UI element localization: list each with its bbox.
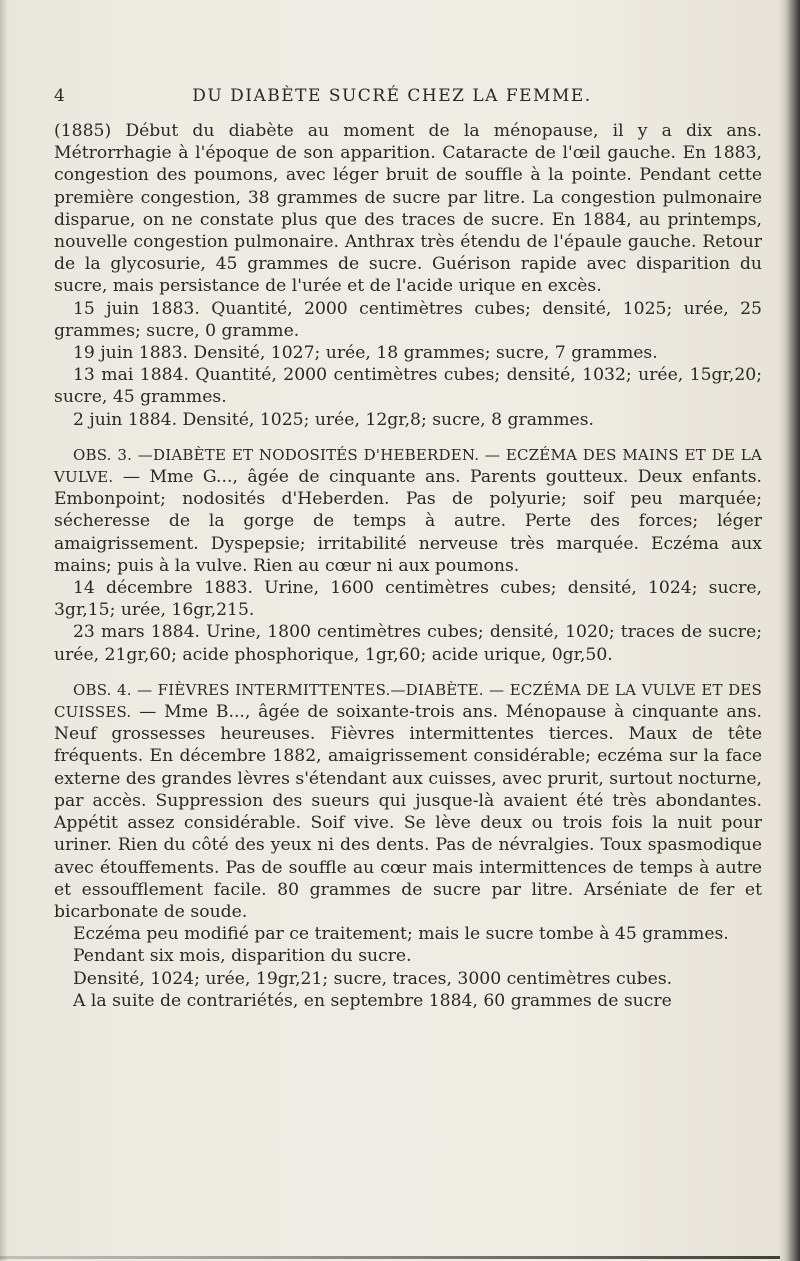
paragraph-measurement: Densité, 1024; urée, 19gr,21; sucre, traces, 3000 centimètres cubes. — [73, 968, 673, 989]
paragraph-measurement: 2 juin 1884. Densité, 1025; urée, 12gr,8; sucre, 8 grammes. — [73, 409, 594, 430]
paragraph-measurement: 23 mars 1884. Urine, 1800 centimètres cubes; densité, 1020; traces de sucre; urée, 21gr,60; acide phosphorique, 1gr,60; acide urique, 0gr,50. — [54, 622, 762, 665]
paragraph-treatment: Pendant six mois, disparition du sucre. — [73, 946, 412, 967]
page-header — [54, 86, 760, 112]
running-title: DU DIABÈTE SUCRÉ CHEZ LA FEMME. — [192, 86, 592, 106]
paragraph-measurement: 13 mai 1884. Quantité, 2000 centimètres cubes; densité, 1032; urée, 15gr,20; sucre, 45 grammes. — [54, 365, 762, 408]
paragraph-case-history: (1885) Début du diabète au moment de la ménopause, il y a dix ans. Métrorrhagie à l'époque de son apparition. Cataracte de l'œil gauche. En 1883, congestion des poumons, avec léger bruit de souffle à la pointe. Pendant cette première congestion, 38 grammes de sucre par litre. La congestion pulmonaire disparue, on ne constate plus que des traces de sucre. En 1884, au printemps, nouvelle congestion pulmonaire. Anthrax très étendu de l'épaule gauche. Retour de la glycosurie, 45 grammes de sucre. Guérison rapide avec disparition du sucre, mais persistance de l'urée et de l'acide urique en excès. — [54, 121, 762, 297]
page-left-edge — [0, 0, 8, 1261]
observation-3-text: — Mme G..., âgée de cinquante ans. Parents goutteux. Deux enfants. Embonpoint; nodosités d'Heberden. Pas de polyurie; soif peu marquée; sécheresse de la gorge de temps à autre. Perte des forces; léger amaigrissement. Dyspepsie; irritabilité nerveuse très marquée. Eczéma aux mains; puis à la vulve. Rien au cœur ni aux poumons. — [54, 467, 762, 576]
observation-4-heading: OBS. 4. — FIÈVRES INTERMITTENTES.—DIABÈTE. — ECZÉMA DE LA VULVE ET DES CUISSES. — [54, 680, 762, 722]
body-text — [54, 120, 762, 1012]
page-bottom-edge — [0, 1256, 780, 1259]
paragraph-treatment: A la suite de contrariétés, en septembre 1884, 60 grammes de sucre — [73, 990, 672, 1011]
observation-3 — [54, 444, 762, 577]
observation-4 — [54, 679, 762, 923]
observation-3-heading: OBS. 3. —DIABÈTE ET NODOSITÉS D'HEBERDEN. — ECZÉMA DES MAINS ET DE LA VULVE. — [54, 445, 762, 487]
observation-4-text: — Mme B..., âgée de soixante-trois ans. Ménopause à cinquante ans. Neuf grossesses heureuses. Fièvres intermittentes tierces. Maux de tête fréquents. En décembre 1882, amaigrissement considérable; eczéma sur la face externe des grandes lèvres s'étendant aux cuisses, avec prurit, surtout nocturne, par accès. Suppression des sueurs qui jusque-là avaient été très abondantes. Appétit assez considérable. Soif vive. Se lève deux ou trois fois la nuit pour uriner. Rien du côté des yeux ni des dents. Pas de névralgies. Toux spasmodique avec étouffements. Pas de souffle au cœur mais intermittences de temps à autre et essoufflement facile. 80 grammes de sucre par litre. Arséniate de fer et bicarbonate de soude. — [54, 702, 762, 922]
paragraph-treatment: Eczéma peu modifié par ce traitement; mais le sucre tombe à 45 grammes. — [73, 924, 729, 945]
page-binding-shadow — [778, 0, 800, 1261]
paragraph-measurement: 19 juin 1883. Densité, 1027; urée, 18 grammes; sucre, 7 grammes. — [73, 343, 658, 364]
paragraph-measurement: 15 juin 1883. Quantité, 2000 centimètres cubes; densité, 1025; urée, 25 grammes; sucre, 0 gramme. — [54, 298, 762, 341]
paragraph-measurement: 14 décembre 1883. Urine, 1600 centimètres cubes; densité, 1024; sucre, 3gr,15; urée, 16gr,215. — [54, 578, 762, 621]
page-number: 4 — [54, 86, 65, 106]
